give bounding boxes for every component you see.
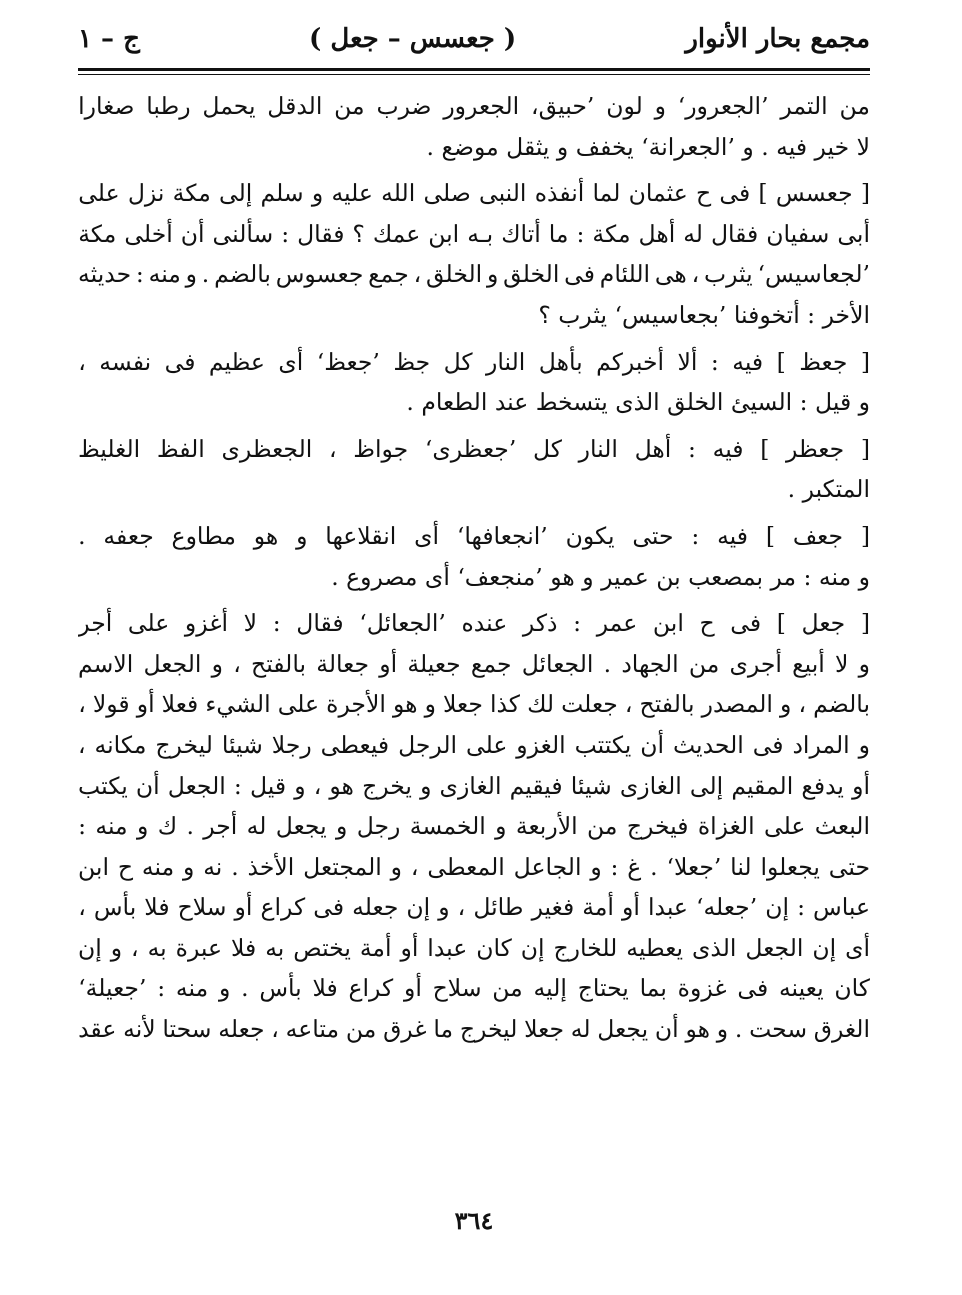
text-line: [ جعظر ] فيه : أهل النار كل ’جعظرى‘ جواظ ، الجعظرى الفظ الغليظ — [78, 434, 870, 463]
text-line: عباس : إن ’جعله‘ عبدا أو أمة فغير طائل ، و إن جعله فى كراع أو سلاح فلا بأس ، — [78, 893, 870, 922]
text-line: كان يعينه فى غزوة بما يحتاج إليه من سلاح أو كراع فلا بأس . و منه : ’جعيلة‘ — [78, 974, 870, 1003]
text-line: من التمر ’الجعرور‘ و لون ’حبيق، الجعرور ضرب من الدقل يحمل رطبا صغارا — [78, 92, 870, 120]
text-line: [ جعل ] فى ح ابن عمر : ذكر عنده ’الجعائل‘ فقال : لا أغزو على أجر — [78, 609, 870, 638]
text-line: و قيل : السيئ الخلق الذى يتسخط عند الطعام . — [406, 388, 870, 417]
text-line: أو يدفع المقيم إلى الغازى شيئا فيقيم الغازى و يخرج هو ، و قيل : الجعل أن يكتب — [78, 771, 870, 800]
text-line: المتكبر . — [787, 475, 870, 504]
text-line: بالضم ، و المصدر بالفتح ، جعلت لك كذا جعلا و هو الأجرة على الشيء فعلا أو قولا ، — [78, 690, 870, 719]
text-line: الغرق سحت . و هو أن يجعل له جعلا ليخرج ما غرق من متاعه ، جعله سحتا لأنه عقد — [78, 1015, 870, 1044]
header-rule-thick — [78, 68, 870, 71]
page-number: ٣٦٤ — [454, 1206, 494, 1235]
text-line: و المراد فى الحديث أن يكتتب الغزو على الرجل فيعطى رجلا شيئا ليخرج مكانه ، — [78, 730, 870, 759]
text-line: [ جعسس ] فى ح عثمان لما أنفذه النبى صلى الله عليه و سلم إلى مكة نزل على — [78, 179, 870, 208]
page-body — [78, 86, 870, 1050]
entry-range: ( جعسس – جعل ) — [309, 24, 517, 54]
text-line: أى إن الجعل الذى يعطيه للخارج إن كان عبدا أو أمة يختص به فلا عبرة به ، و إن — [78, 933, 870, 962]
text-line: حتى يجعلوا لنا ’جعلا‘ . غ : و الجاعل المعطى ، و المجتعل الأخذ . نه و منه ح ابن — [78, 852, 870, 881]
header-rule-thin — [78, 74, 870, 75]
text-line: لا خير فيه . و ’الجعرانة‘ يخفف و يثقل موضع . — [426, 132, 870, 161]
text-line: أبى سفيان فقال له أهل مكة : ما أتاك بـه ابن عمك ؟ فقال : سألنى أن أخلى مكة — [78, 219, 870, 248]
book-title: مجمع بحار الأنوار — [685, 24, 870, 54]
page-header — [78, 14, 870, 64]
text-line: [ جعف ] فيه : حتى يكون ’انجعافها‘ أى انقلاعها و هو مطاوع جعفه . — [78, 521, 870, 550]
book-page — [78, 14, 870, 1284]
text-line: ’لجعاسيس‘ يثرب ، هى اللئام فى الخلق و الخلق ، جمع جعسوس بالضم . و منه : حديثه — [78, 260, 870, 289]
volume-number: ج – ١ — [78, 24, 140, 54]
text-line: و منه : مر بمصعب بن عمير و هو ’منجعف‘ أى مصروع . — [331, 562, 870, 591]
text-line: البعث على الغزاة فيخرج من الأربعة و الخمسة رجل و يجعل له أجر . ك و منه : — [78, 812, 870, 841]
text-line: الأخر : أتخوفنا ’بجعاسيس‘ يثرب ؟ — [538, 300, 870, 329]
text-line: و لا أبيع أجرى من الجهاد . الجعائل جمع جعيلة أو جعالة بالفتح ، و الجعل الاسم — [78, 649, 870, 678]
text-line: [ جعظ ] فيه : ألا أخبركم بأهل النار كل جظ ’جعظ‘ أى عظيم فى نفسه ، — [78, 347, 870, 376]
